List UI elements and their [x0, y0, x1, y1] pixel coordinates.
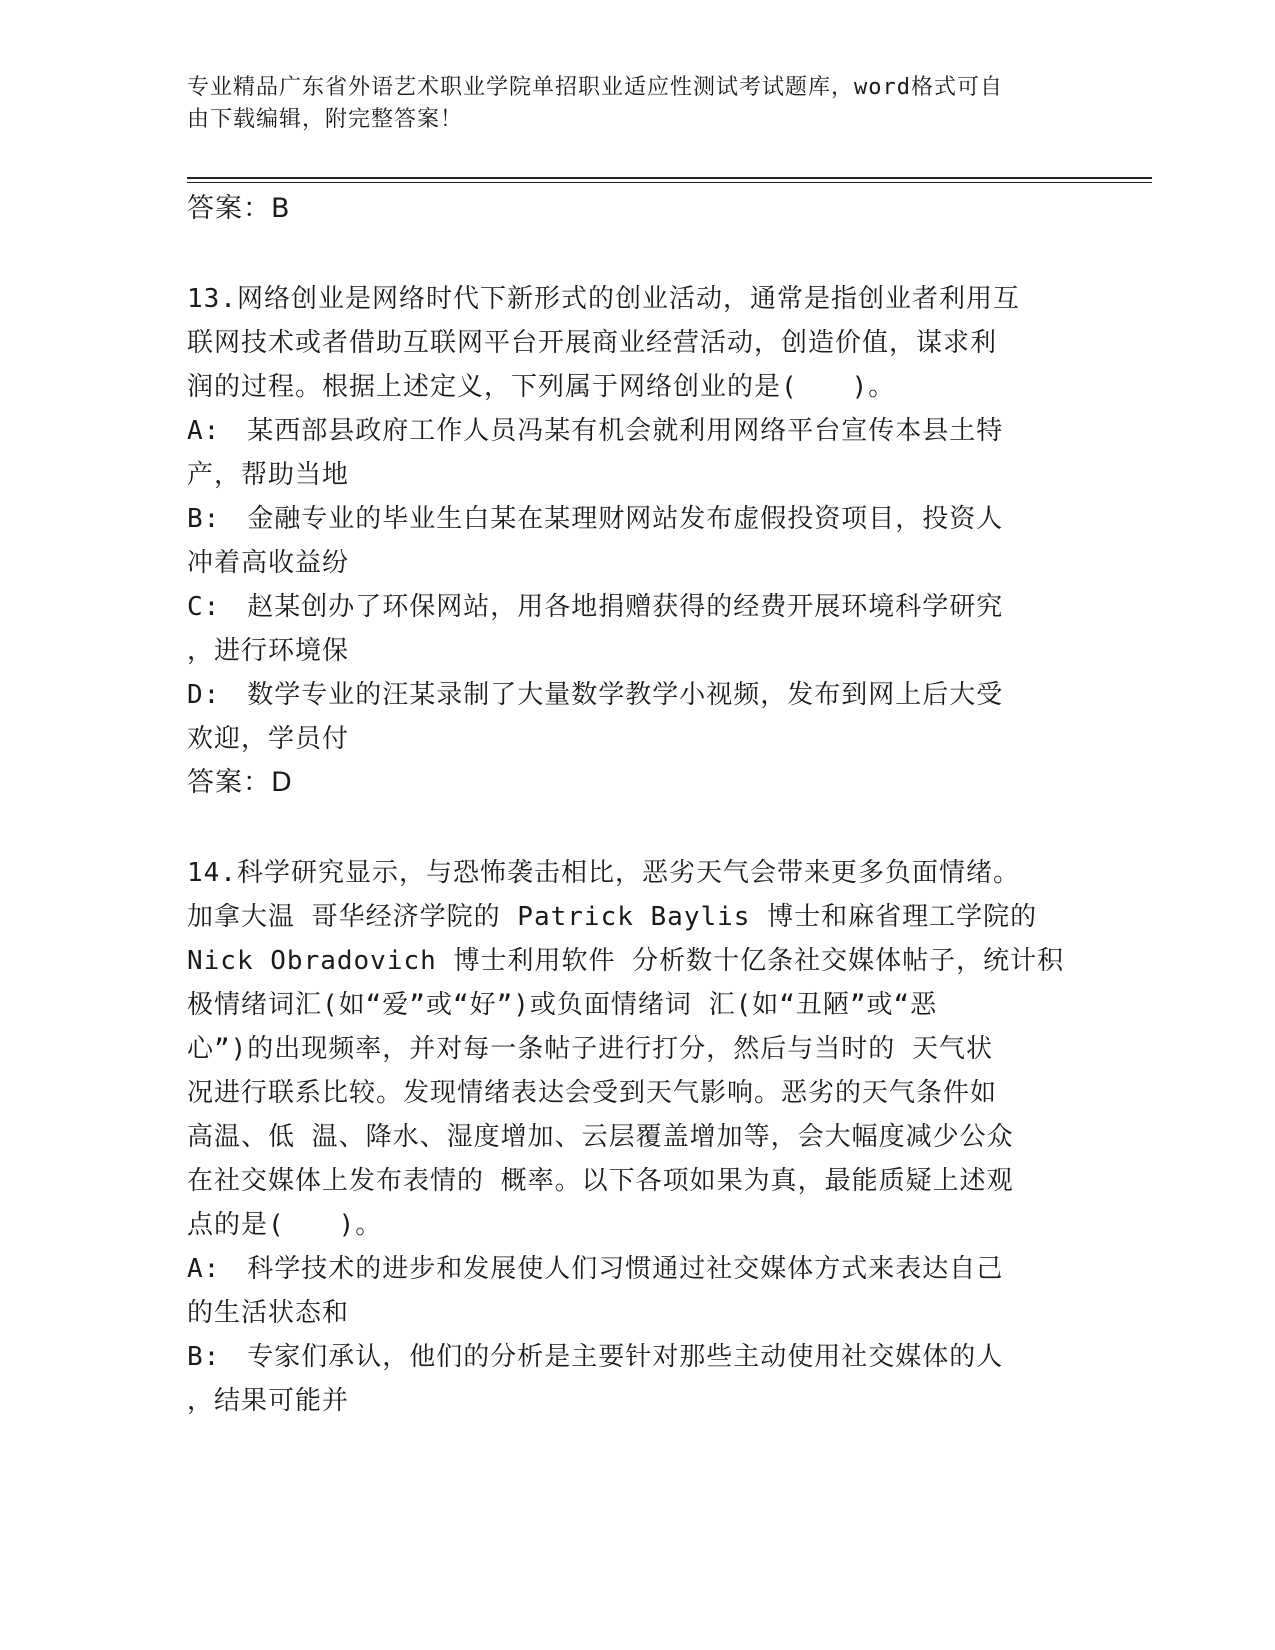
q14-option-a-line-2: 的生活状态和	[187, 1298, 350, 1328]
q14-stem-line-7: 高温、低 温、降水、湿度增加、云层覆盖增加等，会大幅度减少公众	[187, 1122, 1014, 1152]
q13-option-a-line-1: A: 某西部县政府工作人员冯某有机会就利用网络平台宣传本县土特	[187, 416, 1004, 446]
q13-stem-line-3: 润的过程。根据上述定义，下列属于网络创业的是( )。	[187, 372, 896, 402]
q13-option-a-line-2: 产，帮助当地	[187, 460, 350, 490]
q14-stem-line-6: 况进行联系比较。发现情绪表达会受到天气影响。恶劣的天气条件如	[187, 1078, 998, 1108]
q13-stem-line-2: 联网技术或者借助互联网平台开展商业经营活动，创造价值，谋求利	[187, 328, 998, 358]
page-header	[187, 72, 1067, 136]
header-rule-thick	[187, 177, 1152, 179]
q14-option-b-line-2: ，结果可能并	[187, 1386, 350, 1416]
previous-answer: 答案：B	[187, 193, 291, 224]
q13-option-d-line-2: 欢迎，学员付	[187, 724, 350, 754]
q13-option-b-line-2: 冲着高收益纷	[187, 548, 350, 578]
q13-stem-line-1: 13.网络创业是网络时代下新形式的创业活动，通常是指创业者利用互	[187, 284, 1020, 314]
q13-answer: 答案：D	[187, 767, 293, 798]
q13-option-c-line-2: ，进行环境保	[187, 636, 350, 666]
q14-option-b-line-1: B: 专家们承认，他们的分析是主要针对那些主动使用社交媒体的人	[187, 1342, 1004, 1372]
q13-option-c-line-1: C: 赵某创办了环保网站，用各地捐赠获得的经费开展环境科学研究	[187, 592, 1004, 622]
q14-stem-line-8: 在社交媒体上发布表情的 概率。以下各项如果为真，最能质疑上述观	[187, 1166, 1014, 1196]
q14-stem-line-4: 极情绪词汇(如“爱”或“好”)或负面情绪词 汇(如“丑陋”或“恶	[187, 990, 938, 1020]
header-rule-thin	[187, 182, 1152, 183]
q14-option-a-line-1: A: 科学技术的进步和发展使人们习惯通过社交媒体方式来表达自己	[187, 1254, 1004, 1284]
header-line-2: 由下载编辑，附完整答案！	[187, 107, 464, 132]
q14-stem-line-3: Nick Obradovich 博士利用软件 分析数十亿条社交媒体帖子，统计积	[187, 946, 1065, 976]
header-line-1: 专业精品广东省外语艺术职业学院单招职业适应性测试考试题库，word格式可自	[187, 75, 1003, 100]
q13-option-b-line-1: B: 金融专业的毕业生白某在某理财网站发布虚假投资项目，投资人	[187, 504, 1004, 534]
q14-stem-line-1: 14.科学研究显示，与恐怖袭击相比，恶劣天气会带来更多负面情绪。	[187, 858, 1020, 888]
q14-stem-line-2: 加拿大温 哥华经济学院的 Patrick Baylis 博士和麻省理工学院的	[187, 902, 1038, 932]
q13-option-d-line-1: D: 数学专业的汪某录制了大量数学教学小视频，发布到网上后大受	[187, 680, 1004, 710]
q14-stem-line-9: 点的是( )。	[187, 1210, 383, 1240]
q14-stem-line-5: 心”)的出现频率，并对每一条帖子进行打分，然后与当时的 天气状	[187, 1034, 993, 1064]
